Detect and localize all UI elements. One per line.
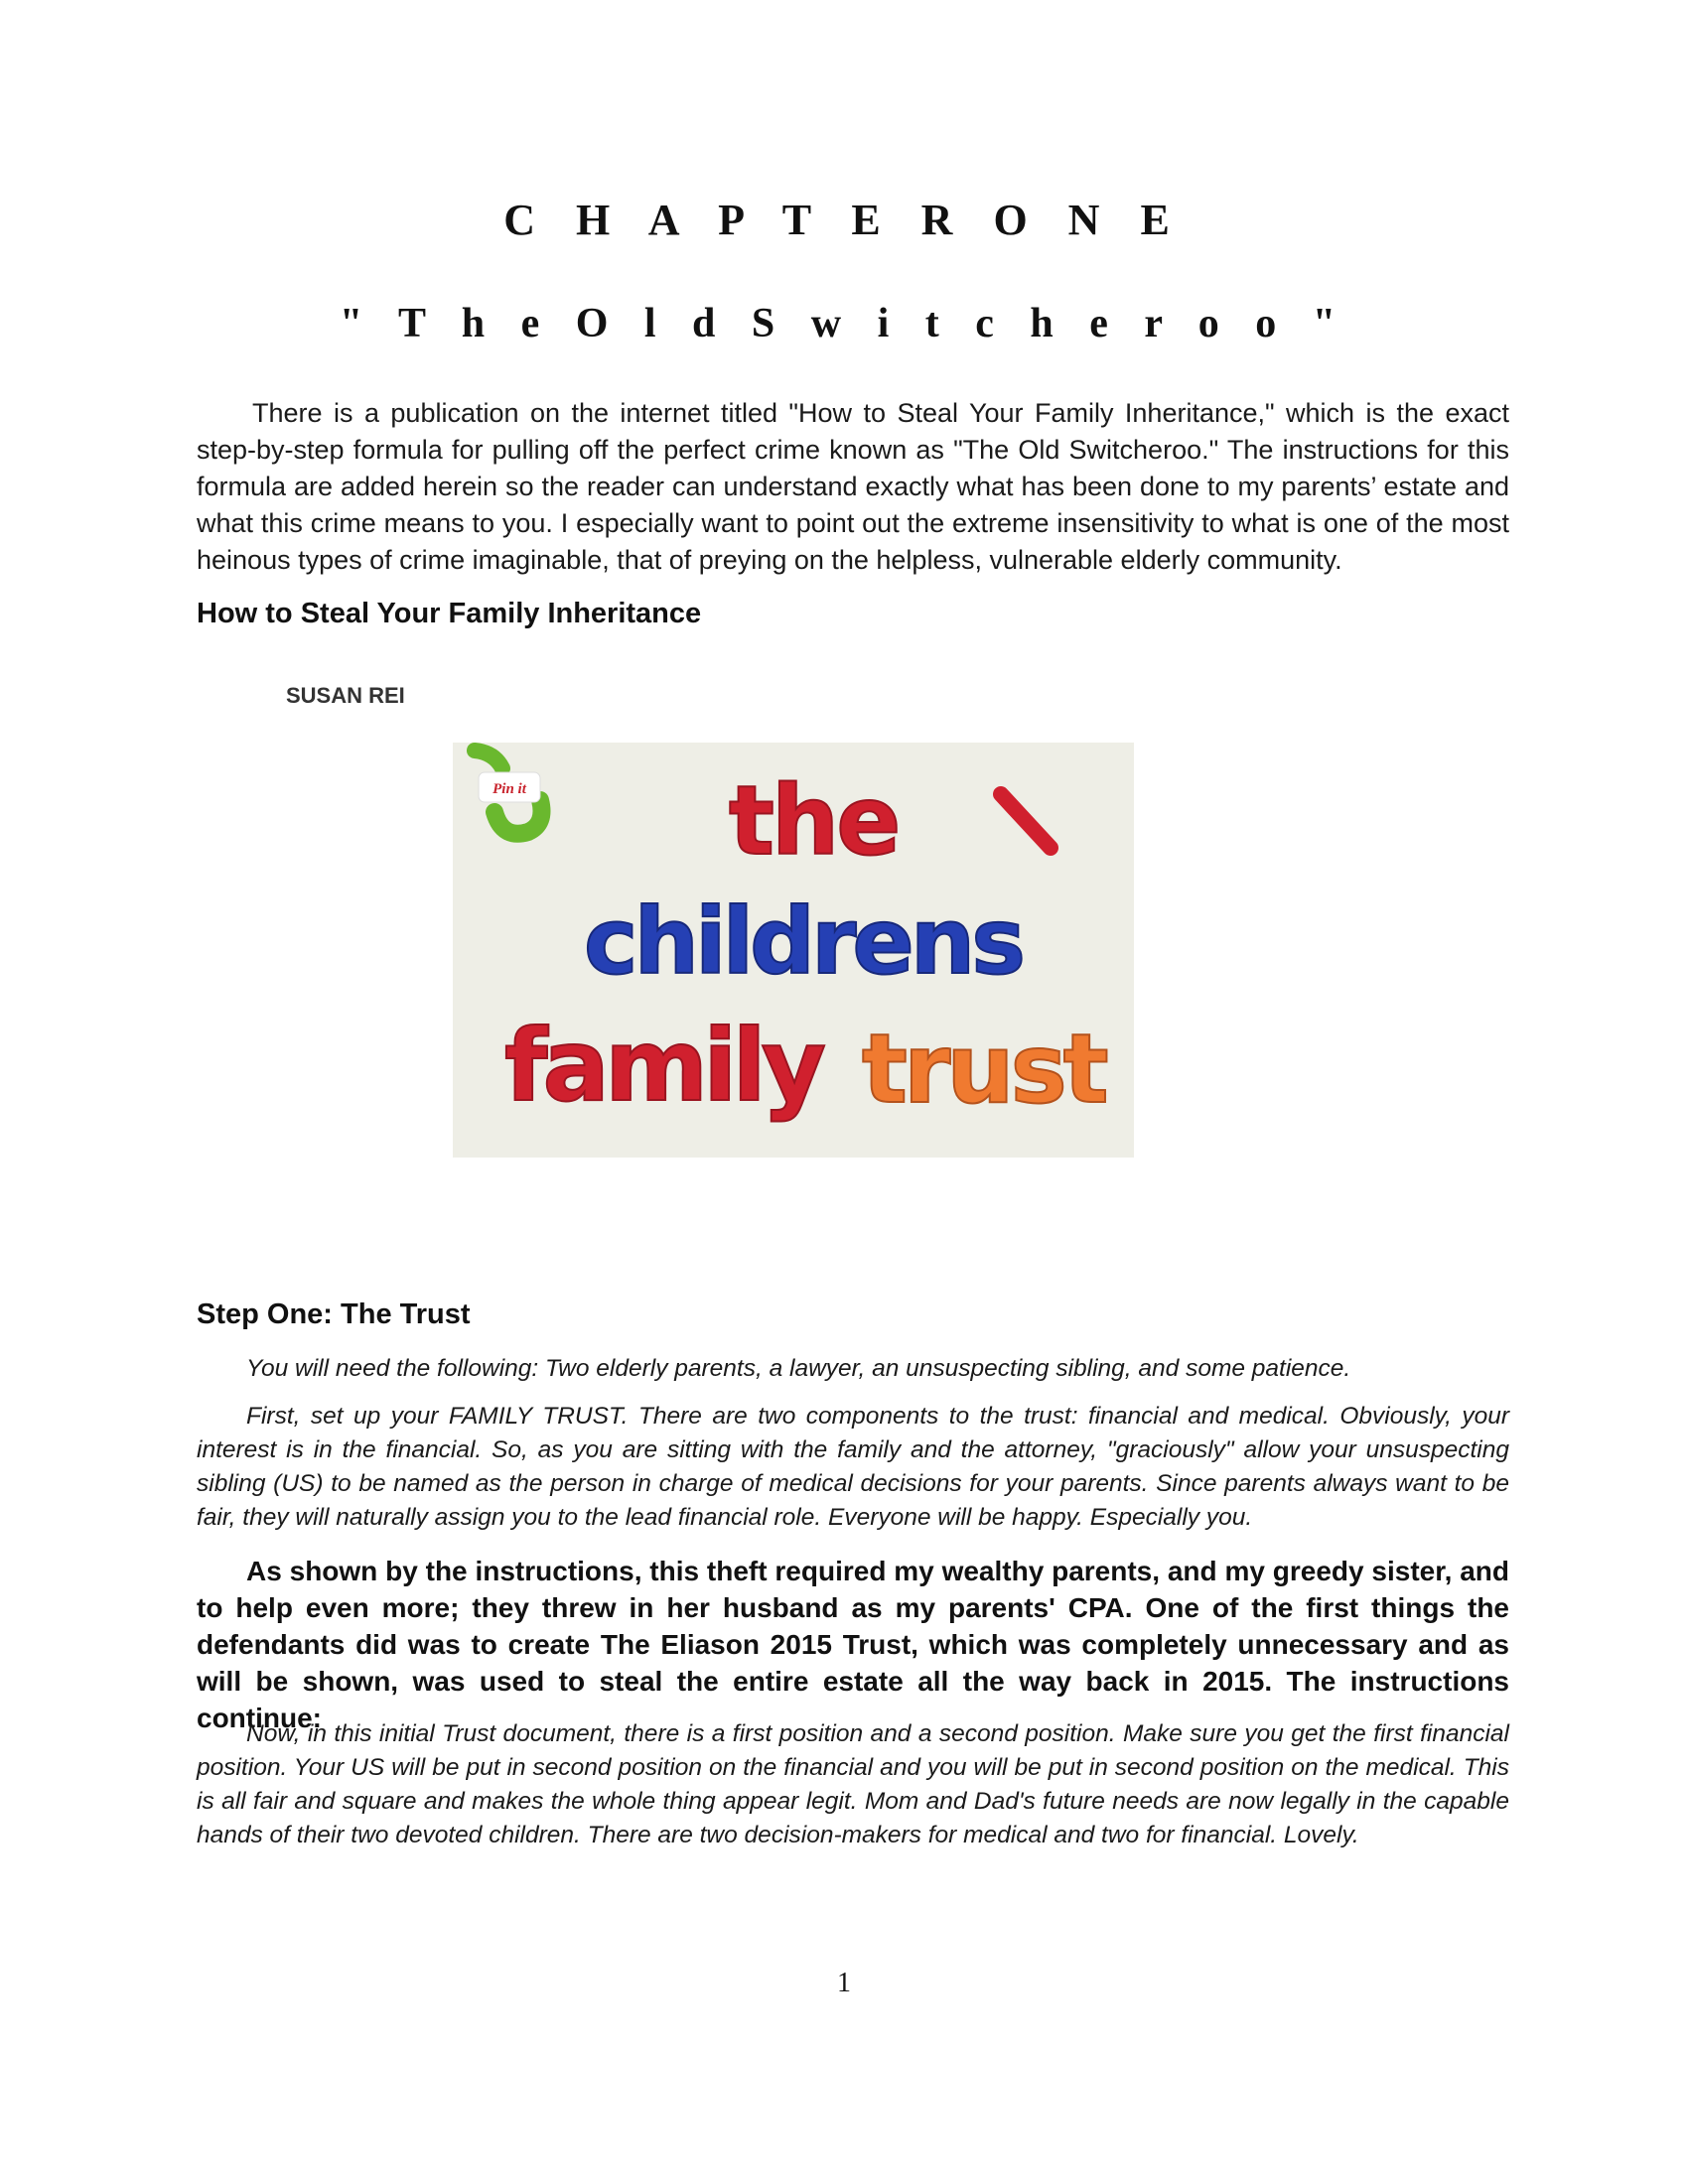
childrens-family-trust-photo: [453, 743, 1134, 1158]
word-trust: trust: [862, 1014, 1105, 1125]
pin-it-label[interactable]: Pin it: [492, 781, 526, 797]
article-heading: How to Steal Your Family Inheritance: [197, 598, 702, 629]
step-one-instructions: First, set up your FAMILY TRUST. There are two components to the trust: financial and medical. Obviously, your interest is in the financial. So, as you are sitting with the family and the attorney, "graciously" allow your unsuspecting sibling (US) to be named as the person in charge of medical decisions for your parents. Since parents always want to be fair, they will naturally assign you to the lead financial role. Everyone will be happy. Especially you.: [197, 1403, 1509, 1531]
word-childrens: childrens: [584, 888, 1022, 995]
word-family: family: [504, 1008, 821, 1124]
photo-svg: [453, 743, 1134, 1158]
step-one-requirements: You will need the following: Two elderly parents, a lawyer, an unsuspecting sibling, and some patience.: [246, 1355, 1351, 1382]
step-one-heading: Step One: The Trust: [197, 1298, 471, 1330]
article-author: SUSAN REI: [286, 683, 405, 708]
intro-paragraph: There is a publication on the internet titled "How to Steal Your Family Inheritance," which is the exact step-by-step formula for pulling off the perfect crime known as "The Old Switcheroo." The instructions for this formula are added herein so the reader can understand exactly what has been done to my parents’ estate and what this crime means to you. I especially want to point out the extreme insensitivity to what is one of the most heinous types of crime imaginable, that of preying on the helpless, vulnerable elderly community.: [197, 398, 1509, 575]
word-the: the: [729, 765, 899, 877]
page-number: 1: [837, 1968, 851, 1998]
trust-positions-instructions: Now, in this initial Trust document, there is a first position and a second position. Make sure you get the first financial position. Your US will be put in second position on the financial and you will be put in second position on the medical. This is all fair and square and makes the whole thing appear legit. Mom and Dad's future needs are now legally in the capable hands of their two devoted children. There are two decision-makers for medical and two for financial. Lovely.: [197, 1720, 1509, 1848]
chapter-title: C H A P T E R O N E: [503, 196, 1185, 244]
author-commentary: As shown by the instructions, this theft required my wealthy parents, and my greedy sister, and to help even more; they threw in her husband as my parents' CPA. One of the first things the defendants did was to create The Eliason 2015 Trust, which was completely unnecessary and as will be shown, was used to steal the entire estate all the way back in 2015. The instructions continue:: [197, 1556, 1509, 1733]
chapter-subtitle: " T h e O l d S w i t c h e r o o ": [339, 301, 1349, 346]
